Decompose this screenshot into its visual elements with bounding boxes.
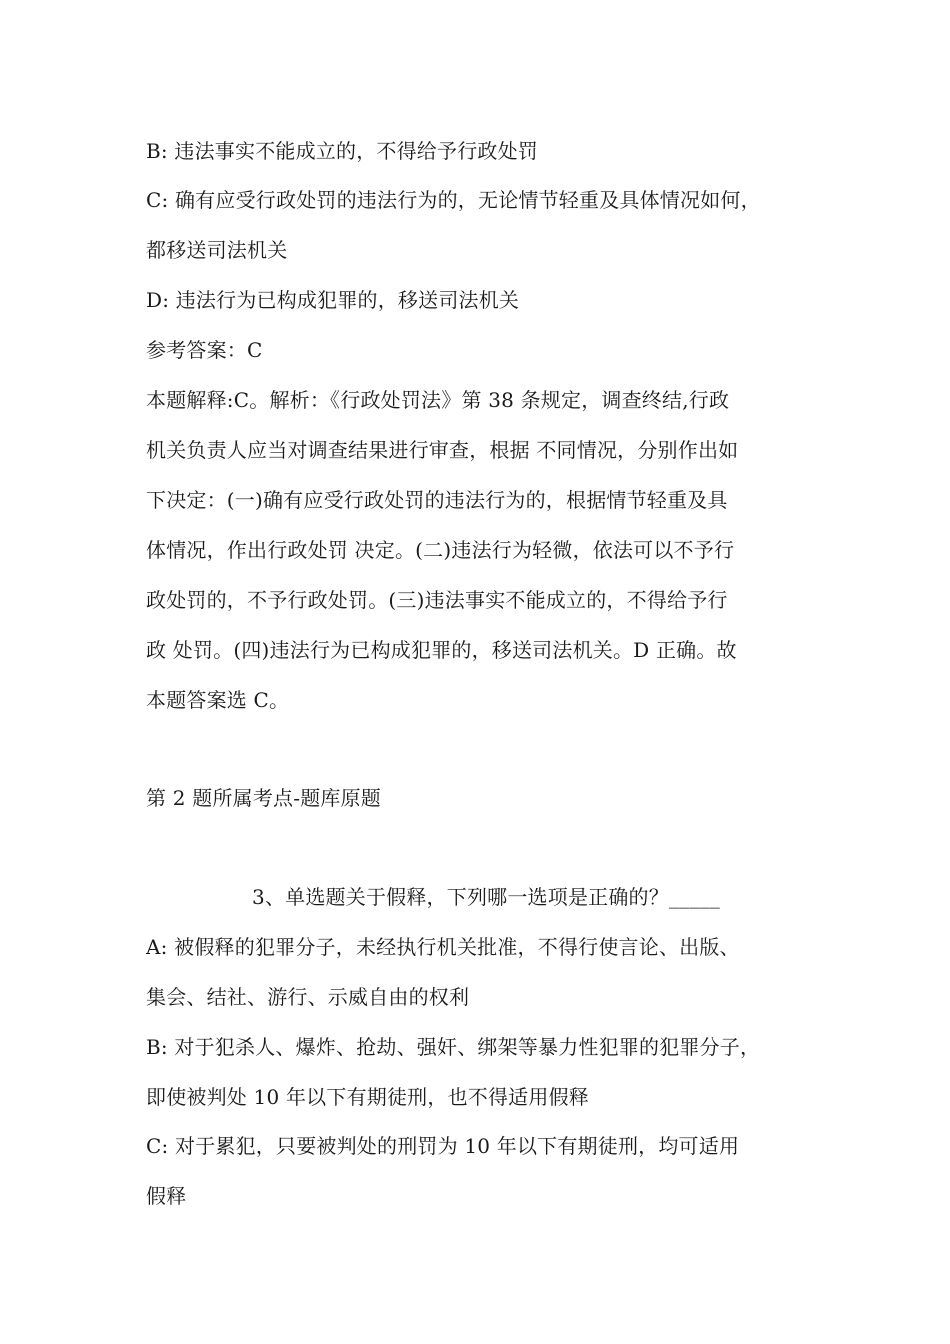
section-label: 第 2 题所属考点-题库原题	[146, 786, 381, 810]
q1-option-c-line2: 都移送司法机关	[146, 238, 288, 262]
q1-explanation-line: 机关负责人应当对调查结果进行审查，根据 不同情况，分别作出如	[146, 438, 739, 462]
q1-answer: 参考答案：C	[146, 338, 263, 362]
q1-explanation-line: 下决定：(一)确有应受行政处罚的违法行为的，根据情节轻重及具	[146, 488, 728, 512]
q1-option-c-line1: C: 确有应受行政处罚的违法行为的，无论情节轻重及具体情况如何，	[146, 188, 761, 212]
q1-option-d: D: 违法行为已构成犯罪的，移送司法机关	[146, 288, 520, 312]
q3-option-b-line2: 即使被判处 10 年以下有期徒刑，也不得适用假释	[146, 1085, 589, 1109]
q3-option-a-line1: A: 被假释的犯罪分子，未经执行机关批准，不得行使言论、出版、	[146, 935, 740, 959]
q3-option-c-line2: 假释	[146, 1184, 187, 1208]
q1-explanation-line: 体情况，作出行政处罚 决定。(二)违法行为轻微，依法可以不予行	[146, 538, 735, 562]
q1-explanation-line: 政处罚的，不予行政处罚。(三)违法事实不能成立的，不得给予行	[146, 588, 728, 612]
q1-explanation-line: 本题解释:C。解析：《行政处罚法》第 38 条规定，调查终结,行政	[146, 388, 730, 412]
q3-question: 3、单选题关于假释，下列哪一选项是正确的？_____	[252, 885, 720, 909]
q1-explanation-line: 政 处罚。(四)违法行为已构成犯罪的，移送司法机关。D 正确。故	[146, 638, 737, 662]
q3-option-a-line2: 集会、结社、游行、示威自由的权利	[146, 985, 470, 1009]
q1-explanation-line: 本题答案选 C。	[146, 688, 290, 712]
q3-option-c-line1: C: 对于累犯，只要被判处的刑罚为 10 年以下有期徒刑，均可适用	[146, 1134, 740, 1158]
q3-option-b-line1: B: 对于犯杀人、爆炸、抢劫、强奸、绑架等暴力性犯罪的犯罪分子，	[146, 1035, 761, 1059]
q1-option-b: B: 违法事实不能成立的，不得给予行政处罚	[146, 139, 538, 163]
